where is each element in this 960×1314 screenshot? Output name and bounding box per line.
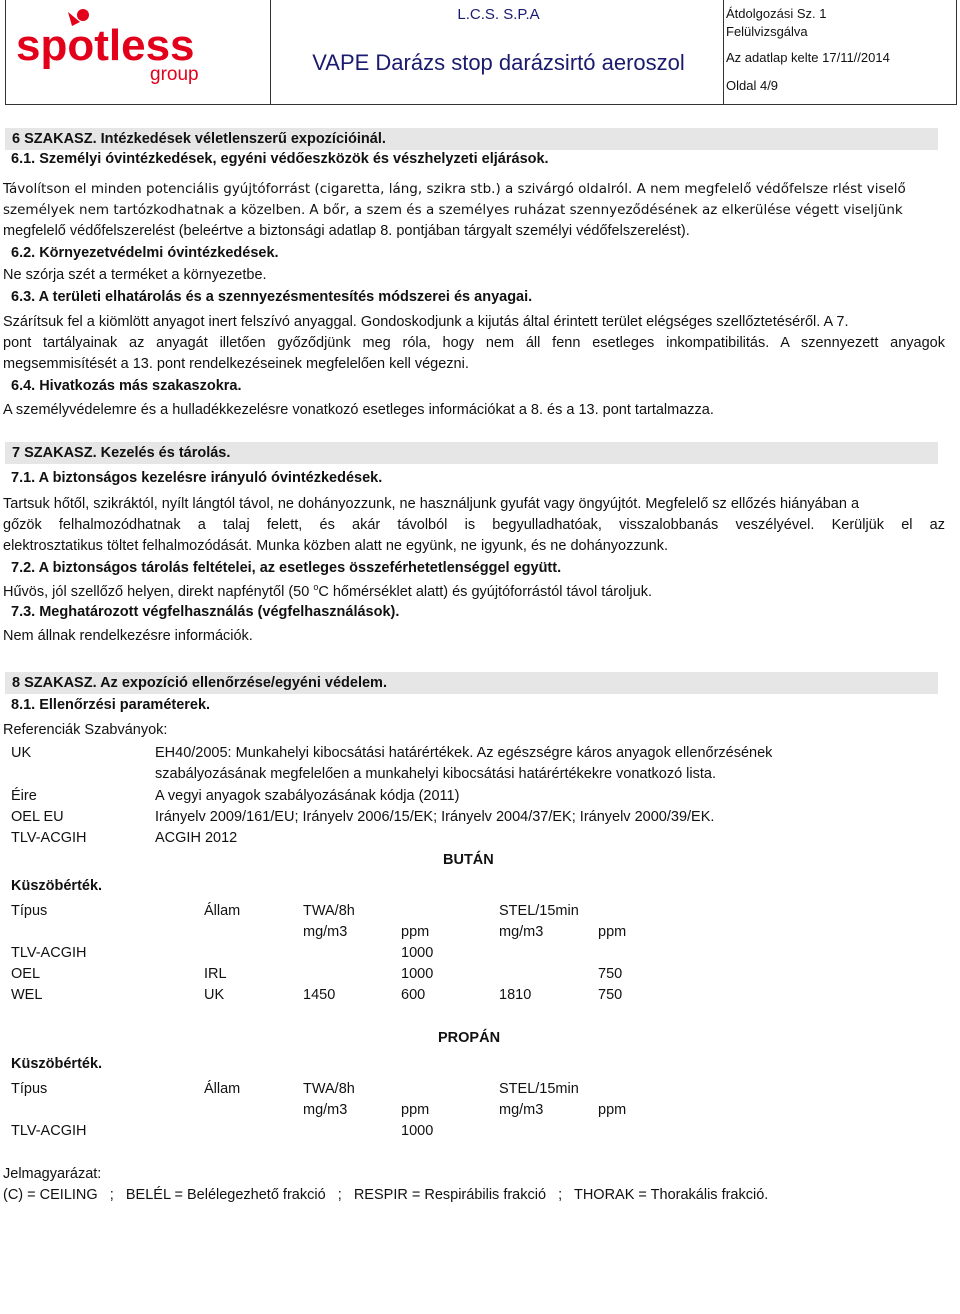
section-7-heading: 7 SZAKASZ. Kezelés és tárolás.	[5, 442, 938, 464]
paragraph-line: A bőr, a szem és a személyes ruházat szennyeződésének az elkerülése végett viseljünk	[309, 202, 903, 218]
paragraph-line: megsemmisítését a 13. pont rendelkezéseinek megfelelően kell végezni.	[3, 356, 469, 372]
table-cell-stel-mg: 1810	[499, 987, 532, 1003]
paragraph-line: megfelelő védőfelszerelést (beleértve a biztonsági adatlap 8. pontjában tárgyalt személyi védőfelszerelést).	[3, 223, 690, 239]
document-header	[5, 0, 957, 105]
paragraph-line: Távolítson el minden potenciális gyújtóforrást (cigaretta, láng, szikra stb.) a szivárgó oldalról. A nem megfelelő védőfelsze rlést viselő	[3, 181, 906, 197]
section-8-heading: 8 SZAKASZ. Az expozíció ellenőrzése/egyéni védelem.	[5, 672, 938, 694]
reference-text: EH40/2005: Munkahelyi kibocsátási határértékek. Az egészségre káros anyagok ellenőrzésének	[155, 745, 773, 761]
table-cell-twa-ppm: 1000	[401, 966, 434, 982]
paragraph-text: C hőmérséklet alatt) és gyújtóforrástól távol tároljuk.	[318, 583, 652, 600]
revision-status: Felülvizsgálva	[726, 24, 808, 39]
unit-label: ppm	[401, 924, 430, 940]
legend-text: (C) = CEILING ; BELÉL = Belélegezhető frakció ; RESPIR = Respirábilis frakció ; THORAK = Thorakális frakció.	[3, 1187, 769, 1203]
column-header-stel: STEL/15min	[499, 903, 579, 919]
column-header-state: Állam	[204, 1081, 241, 1097]
column-header-twa: TWA/8h	[303, 903, 355, 919]
logo-subtext: group	[150, 64, 199, 85]
paragraph-line: Tartsuk hőtől, szikráktól, nyílt lángtól távol, ne dohányozzunk, ne használjunk gyufát vagy öngyújtót. Megfelelő sz ellőzés hiányában a	[3, 496, 860, 512]
section-6-heading: 6 SZAKASZ. Intézkedések véletlenszerű expozícióinál.	[5, 128, 938, 150]
table-cell-type: OEL	[11, 966, 41, 982]
table-cell-state: UK	[204, 987, 225, 1003]
reference-code: UK	[11, 745, 32, 761]
unit-label: ppm	[598, 1102, 627, 1118]
table-cell-type: TLV-ACGIH	[11, 945, 87, 961]
column-header-state: Állam	[204, 903, 241, 919]
subsection-7-2-heading: 7.2. A biztonságos tárolás feltételei, az esetleges összeférhetetlenséggel együtt.	[11, 560, 562, 576]
paragraph-line-group	[3, 582, 652, 600]
issue-date: Az adatlap kelte 17/11//2014	[726, 50, 890, 65]
reference-text: Irányelv 2009/161/EU; Irányelv 2006/15/EK; Irányelv 2004/37/EK; Irányelv 2000/39/EK.	[155, 809, 715, 825]
subsection-7-1-heading: 7.1. A biztonságos kezelésre irányuló óvintézkedések.	[11, 470, 383, 486]
paragraph-line: Szárítsuk fel a kiömlött anyagot inert felszívó anyaggal. Gondoskodjunk a kijutás által érintett terület elégséges szellőztetéséről. A 7.	[3, 314, 849, 330]
legend-label: Jelmagyarázat:	[3, 1166, 102, 1182]
reference-text: A vegyi anyagok szabályozásának kódja (2011)	[155, 788, 460, 804]
paragraph-line: A személyvédelemre és a hulladékkezelésre vonatkozó esetleges információkat a 8. és a 13. pont tartalmazza.	[3, 402, 714, 418]
table-cell-twa-ppm: 600	[401, 987, 426, 1003]
unit-label: mg/m3	[303, 1102, 348, 1118]
revision-number: Átdolgozási Sz. 1	[726, 6, 827, 21]
column-header-twa: TWA/8h	[303, 1081, 355, 1097]
header-divider	[723, 0, 724, 104]
paragraph-line: személyek nem tartózkodhatnak a közelben.	[3, 202, 306, 218]
page-number: Oldal 4/9	[726, 78, 779, 93]
paragraph-line: gőzök felhalmozódhatnak a talaj felett, és akár távolból is begyulladhatóak, visszalobbanás veszélyével. Kerüljük el az	[3, 517, 945, 533]
subsection-6-3-heading: 6.3. A területi elhatárolás és a szennyezésmentesítés módszerei és anyagai.	[11, 289, 533, 305]
paragraph-text: Hűvös, jól szellőző helyen, direkt napfénytől (50	[3, 583, 314, 600]
subsection-7-3-heading: 7.3. Meghatározott végfelhasználás (végfelhasználások).	[11, 604, 400, 620]
unit-label: mg/m3	[499, 924, 544, 940]
unit-label: ppm	[401, 1102, 430, 1118]
unit-label: ppm	[598, 924, 627, 940]
subsection-6-1-heading: 6.1. Személyi óvintézkedések, egyéni védőeszközök és vészhelyzeti eljárások.	[11, 151, 549, 167]
unit-label: mg/m3	[499, 1102, 544, 1118]
reference-code: OEL EU	[11, 809, 64, 825]
references-label: Referenciák Szabványok:	[3, 722, 168, 738]
paragraph-line-group	[3, 202, 903, 218]
column-header-type: Típus	[11, 1081, 48, 1097]
logo-wordmark: spotless	[16, 21, 195, 70]
header-divider	[270, 0, 271, 104]
table-cell-stel-ppm: 750	[598, 987, 623, 1003]
substance-name: BUTÁN	[443, 852, 494, 868]
reference-text: ACGIH 2012	[155, 830, 238, 846]
table-cell-state: IRL	[204, 966, 227, 982]
reference-text: szabályozásának megfelelően a munkahelyi kibocsátási határértékekre vonatkozó lista.	[155, 766, 716, 782]
table-cell-twa-ppm: 1000	[401, 1123, 434, 1139]
paragraph-line: Nem állnak rendelkezésre információk.	[3, 628, 253, 644]
thresholds-label: Küszöbérték.	[11, 1056, 103, 1072]
substance-name: PROPÁN	[438, 1030, 501, 1046]
degree-symbol: o	[313, 582, 319, 592]
reference-code: TLV-ACGIH	[11, 830, 87, 846]
column-header-stel: STEL/15min	[499, 1081, 579, 1097]
subsection-6-2-heading: 6.2. Környezetvédelmi óvintézkedések.	[11, 245, 279, 261]
table-cell-type: TLV-ACGIH	[11, 1123, 87, 1139]
table-cell-stel-ppm: 750	[598, 966, 623, 982]
table-cell-twa-mg: 1450	[303, 987, 336, 1003]
table-cell-type: WEL	[11, 987, 43, 1003]
thresholds-label: Küszöbérték.	[11, 878, 103, 894]
company-name: L.C.S. S.P.A	[457, 6, 540, 23]
table-cell-twa-ppm: 1000	[401, 945, 434, 961]
reference-code: Éire	[11, 788, 37, 804]
paragraph-line: Ne szórja szét a terméket a környezetbe.	[3, 267, 267, 283]
paragraph-line: pont tartályainak az anyagát illetően győződjünk meg róla, hogy nem áll fenn esetleges inkompatibilitás. A szennyezett anyagok	[3, 335, 945, 351]
subsection-8-1-heading: 8.1. Ellenőrzési paraméterek.	[11, 697, 211, 713]
spotless-logo	[10, 2, 275, 100]
document-title: VAPE Darázs stop darázsirtó aeroszol	[312, 50, 685, 75]
column-header-type: Típus	[11, 903, 48, 919]
paragraph-line: elektrosztatikus töltet felhalmozódását. Munka közben alatt ne együnk, ne igyunk, és ne dohányozzunk.	[3, 538, 668, 554]
unit-label: mg/m3	[303, 924, 348, 940]
subsection-6-4-heading: 6.4. Hivatkozás más szakaszokra.	[11, 378, 242, 394]
